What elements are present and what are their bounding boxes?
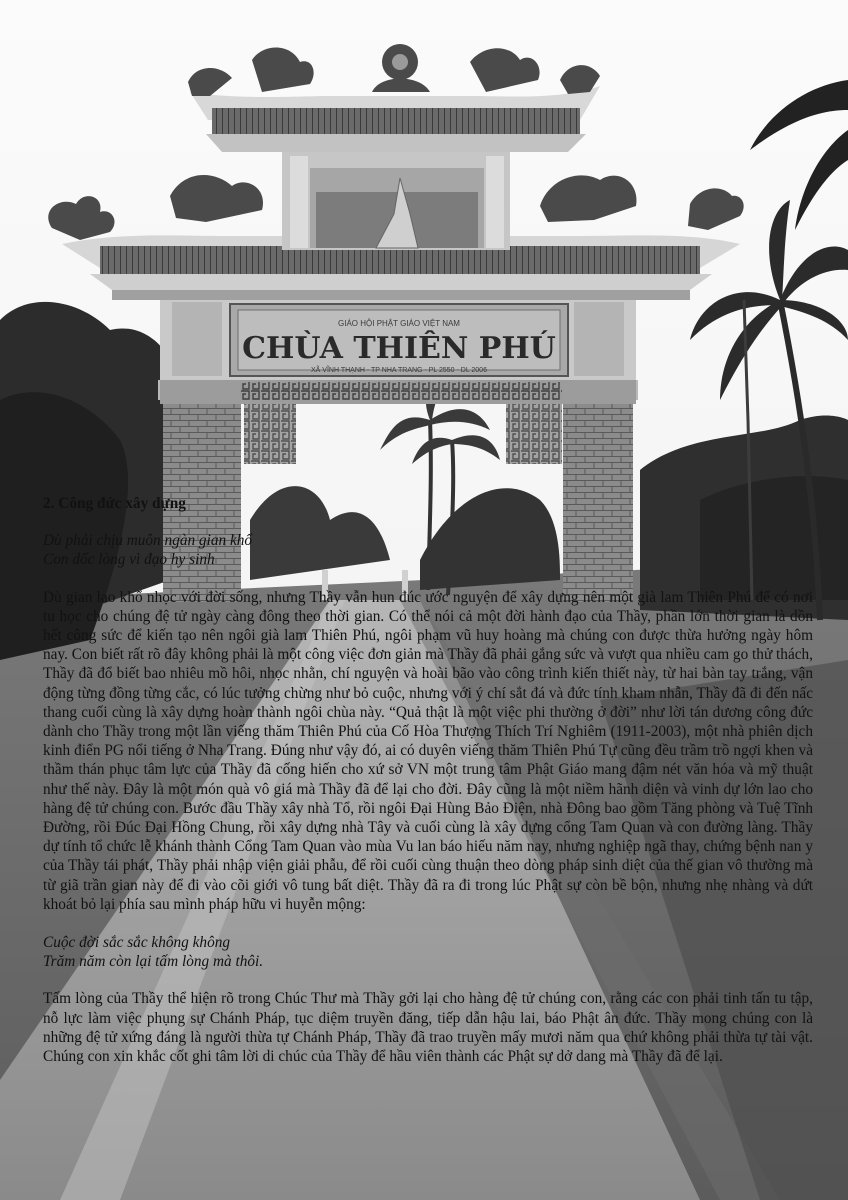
verse-line: Cuộc đời sắc sắc không không — [43, 934, 231, 952]
section-heading: 2. Công đức xây dựng — [43, 495, 186, 512]
verse-line: Con dốc lòng vì đạo hy sinh — [43, 551, 215, 569]
gate-name-sign: CHÙA THIÊN PHÚ — [242, 331, 556, 366]
verse-line: Trăm năm còn lại tấm lòng mà thôi. — [43, 953, 264, 971]
body-paragraph: Dù gian lao khổ nhọc với đời sống, nhưng Thầy vẫn hun đúc ước nguyện để xây dựng nên một già lam Thiên Phú để có nơi tu học cho chúng đệ tử ngày càng đông theo thời gian. Có thể nói cả một đời hành đạo của Thầy, phần lớn thời gian là dồn hết công sức để kiến tạo nên ngôi già lam Thiên Phú, ngôi phạm vũ huy hoàng mà chúng con được thừa hưởng ngày hôm nay. Con biết rất rõ đây không phải là một công việc đơn giản mà Thầy đã phải gắng sức và vượt qua nhiều cam go thử thách, Thầy đã đổ biết bao nhiêu mồ hôi, nhọc nhằn, chí nguyện và hoài bão vào công trình kiến thiết này, từ hai bàn tay trắng, vận động từng đồng từng cắc, có lúc tưởng chừng như bỏ cuộc, nhưng với ý chí sắt đá và đức tính kham nhẫn, Thầy đã đi đến nấc thang cuối cùng là xây dựng hoàn thành ngôi chùa này. “Quả thật là một việc phi thường ở đời” như lời tán dương công đức dành cho Thầy trong một lần viếng thăm Thiên Phú của Cố Hòa Thượng Thích Trí Nghiêm (1911-2003), một nhà phiên dịch kinh điển PG nổi tiếng ở Nha Trang. Đúng như vậy đó, ai có duyên viếng thăm Thiên Phú Tự cũng đều trầm trồ ngợi khen và thầm thán phục tâm lực của Thầy đã cống hiến cho xứ sở VN một trung tâm Phật Giáo mang đậm nét văn hóa và mỹ thuật như thế này. Đây là một món quà vô giá mà Thầy đã để lại cho đời. Đây cũng là một niềm hãnh diện và vinh dự lớn lao cho hàng đệ tử chúng con. Bước đầu Thầy xây nhà Tổ, rồi ngôi Đại Hùng Bảo Điện, nhà Đông bao gồm Tăng phòng và Tuệ Tĩnh Đường, rồi Đúc Đại Hồng Chung, rồi xây dựng nhà Tây và cuối cùng là xây dựng cổng Tam Quan và con đường làng. Thầy dự tính tổ chức lễ khánh thành Cổng Tam Quan vào mùa Vu lan báo hiếu năm nay, nhưng nghiệp ngã thay, chứng bệnh nan y của Thầy tái phát, Thầy phải nhập viện giải phẫu, để rồi cuối cùng thuận theo dòng pháp sinh diệt của thế gian vô thường mà từ giã trần gian này để đi vào cõi giới vô tung bất diệt. Thầy đã ra đi trong lúc Phật sự còn bề bộn, nhưng nhẹ nhàng và dứt khoát bỏ lại phía sau mình pháp hữu vi huyễn mộng: — [43, 588, 814, 913]
verse-line: Dù phải chịu muôn ngàn gian khổ — [43, 532, 253, 550]
opening-verse — [43, 531, 813, 569]
gate-address-inscription: XÃ VĨNH THẠNH - TP NHA TRANG - PL 2550 - DL 2006 — [311, 367, 487, 374]
closing-verse — [43, 933, 813, 971]
body-paragraph: Tấm lòng của Thầy thể hiện rõ trong Chúc Thư mà Thầy gởi lại cho hàng đệ tử chúng con, rằng các con phải tinh tấn tu tập, nỗ lực làm việc phụng sự Chánh Pháp, tục diệm truyền đăng, tiếp dẫn hậu lai, báo Phật ân đức. Thầy mong chúng con là những đệ tử xứng đáng là người thừa tự Chánh Pháp, Thầy đã trao truyền mấy mươi năm qua chứ không phải thừa tự tài vật. Chúng con xin khắc cốt ghi tâm lời di chúc của Thầy để hầu viên thành các Phật sự dở dang mà Thầy đã để lại. — [43, 990, 813, 1066]
article-body — [43, 494, 813, 1085]
gate-top-inscription: GIÁO HỘI PHẬT GIÁO VIỆT NAM — [338, 319, 460, 328]
